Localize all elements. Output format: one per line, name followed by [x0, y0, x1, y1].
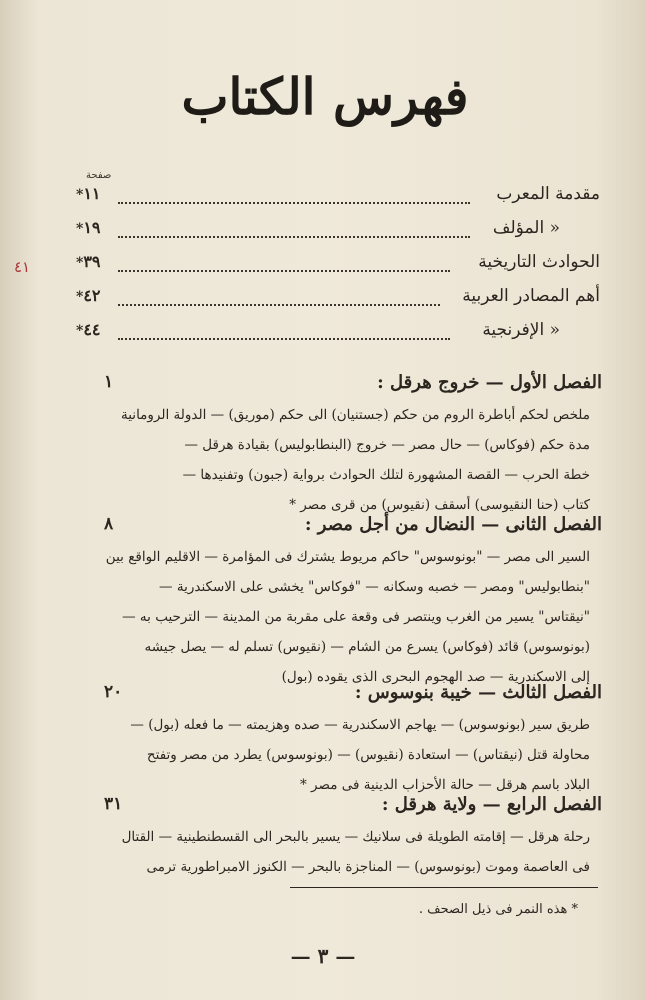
toc-item	[70, 282, 600, 316]
footnote: * هذه النمر فى ذيل الصحف .	[418, 902, 578, 917]
toc-item-page-number: ٣٩	[83, 252, 101, 271]
chapter-page-number: ٣١	[104, 794, 123, 814]
chapter-summary-line: "بنطابوليس" ومصر — خصبه وسكانه — "فوكاس" يخشى على الاسكندرية —	[159, 579, 590, 595]
toc-item-page	[70, 252, 101, 271]
page-title	[180, 52, 470, 142]
handwritten-margin-note: ٤١	[14, 258, 31, 276]
chapter-summary-line: إلى الاسكندرية — صد الهجوم البحرى الذى يقوده (بول)	[281, 669, 590, 685]
chapter-page-number: ١	[104, 372, 114, 392]
toc-item-star: *	[76, 255, 84, 271]
chapter-section	[70, 792, 602, 882]
leader-dots	[118, 326, 450, 340]
toc-item-star: *	[76, 323, 84, 339]
toc-item	[70, 214, 600, 248]
chapter-heading	[70, 680, 602, 710]
toc-item-page	[70, 286, 101, 305]
chapter-summary-line: البلاد باسم هرقل — حالة الأحزاب الدينية فى مصر *	[300, 777, 590, 793]
page-title-text: فهرس الكتاب	[181, 67, 469, 126]
toc-item-page	[70, 218, 101, 237]
toc-item-star: *	[76, 187, 84, 203]
chapter-summary-line: ملخص لحكم أباطرة الروم من حكم (جستنيان) الى حكم (موريق) — الدولة الرومانية	[121, 407, 590, 423]
chapter-summary-line: (بونوسوس) قائد (فوكاس) يسرع من الشام — (نقيوس) تسلم له — يصل جيشه	[144, 639, 590, 655]
chapter-summary-line: خطة الحرب — القصة المشهورة لتلك الحوادث برواية (جبون) وتفنيدها —	[182, 467, 590, 483]
toc-item-title: الحوادث التاريخية	[478, 252, 600, 272]
chapter-title: الفصل الثالث — خيبة بنوسوس :	[354, 682, 602, 703]
chapter-page-number: ٢٠	[104, 682, 123, 702]
chapter-summary-line: فى العاصمة وموت (بونوسوس) — المناجزة بالبحر — الكنوز الامبراطورية ترمى	[146, 859, 590, 875]
toc-item-star: *	[76, 289, 84, 305]
chapter-section	[70, 680, 602, 800]
chapter-title: الفصل الرابع — ولاية هرقل :	[381, 794, 602, 815]
chapter-summary-line: السير الى مصر — "بونوسوس" حاكم مريوط يشترك فى المؤامرة — الاقليم الواقع بين	[105, 549, 590, 565]
toc-item-title: « الإفرنجية	[482, 320, 560, 340]
page-column-header: صفحة	[86, 170, 112, 181]
toc-item-star: *	[76, 221, 84, 237]
toc-item-page	[70, 184, 101, 203]
toc-item-title: أهم المصادر العربية	[462, 286, 600, 306]
chapter-summary-line: طريق سير (بونوسوس) — يهاجم الاسكندرية — صده وهزيمته — ما فعله (بول) —	[130, 717, 590, 733]
chapter-summary-line: مدة حكم (فوكاس) — حال مصر — خروج (البنطابوليس) بقيادة هرقل —	[184, 437, 590, 453]
chapter-section	[70, 512, 602, 692]
toc-item	[70, 248, 600, 282]
toc-item-page-number: ٤٢	[83, 286, 101, 305]
toc-item-title: مقدمة المعرب	[496, 184, 600, 204]
chapter-summary-line: "نيقتاس" يسير من الغرب وينتصر فى وقعة على مقربة من المدينة — الترحيب به —	[122, 609, 590, 625]
toc-item-page-number: ١١	[83, 184, 101, 203]
chapter-title: الفصل الثانى — النضال من أجل مصر :	[304, 514, 602, 535]
leader-dots	[118, 258, 450, 272]
chapter-page-number: ٨	[104, 514, 114, 534]
chapter-heading	[70, 792, 602, 822]
toc-item	[70, 316, 600, 350]
chapter-heading	[70, 512, 602, 542]
leader-dots	[118, 190, 470, 204]
chapter-summary-line: كتاب (حنا النقيوسى) أسقف (نقيوس) من قرى مصر *	[289, 497, 590, 513]
chapter-summary-line: رحلة هرقل — إقامته الطويلة فى سلانيك — يسير بالبحر الى القسطنطينية — القتال	[121, 829, 590, 845]
page-number: — ٣ —	[290, 944, 356, 968]
toc-item-title: « المؤلف	[492, 218, 560, 238]
toc-item-page-number: ١٩	[83, 218, 101, 237]
toc-item-page-number: ٤٤	[83, 320, 101, 339]
chapter-title: الفصل الأول — خروج هرقل :	[377, 372, 602, 393]
leader-dots	[118, 292, 440, 306]
toc-item	[70, 180, 600, 214]
toc-list	[70, 180, 600, 350]
toc-item-page	[70, 320, 101, 339]
chapter-section	[70, 370, 602, 520]
chapter-heading	[70, 370, 602, 400]
leader-dots	[118, 224, 470, 238]
chapter-summary-line: محاولة قتل (نيقتاس) — استعادة (نقيوس) — (بونوسوس) يطرد من مصر وتفتح	[146, 747, 590, 763]
footnote-divider	[290, 887, 598, 888]
